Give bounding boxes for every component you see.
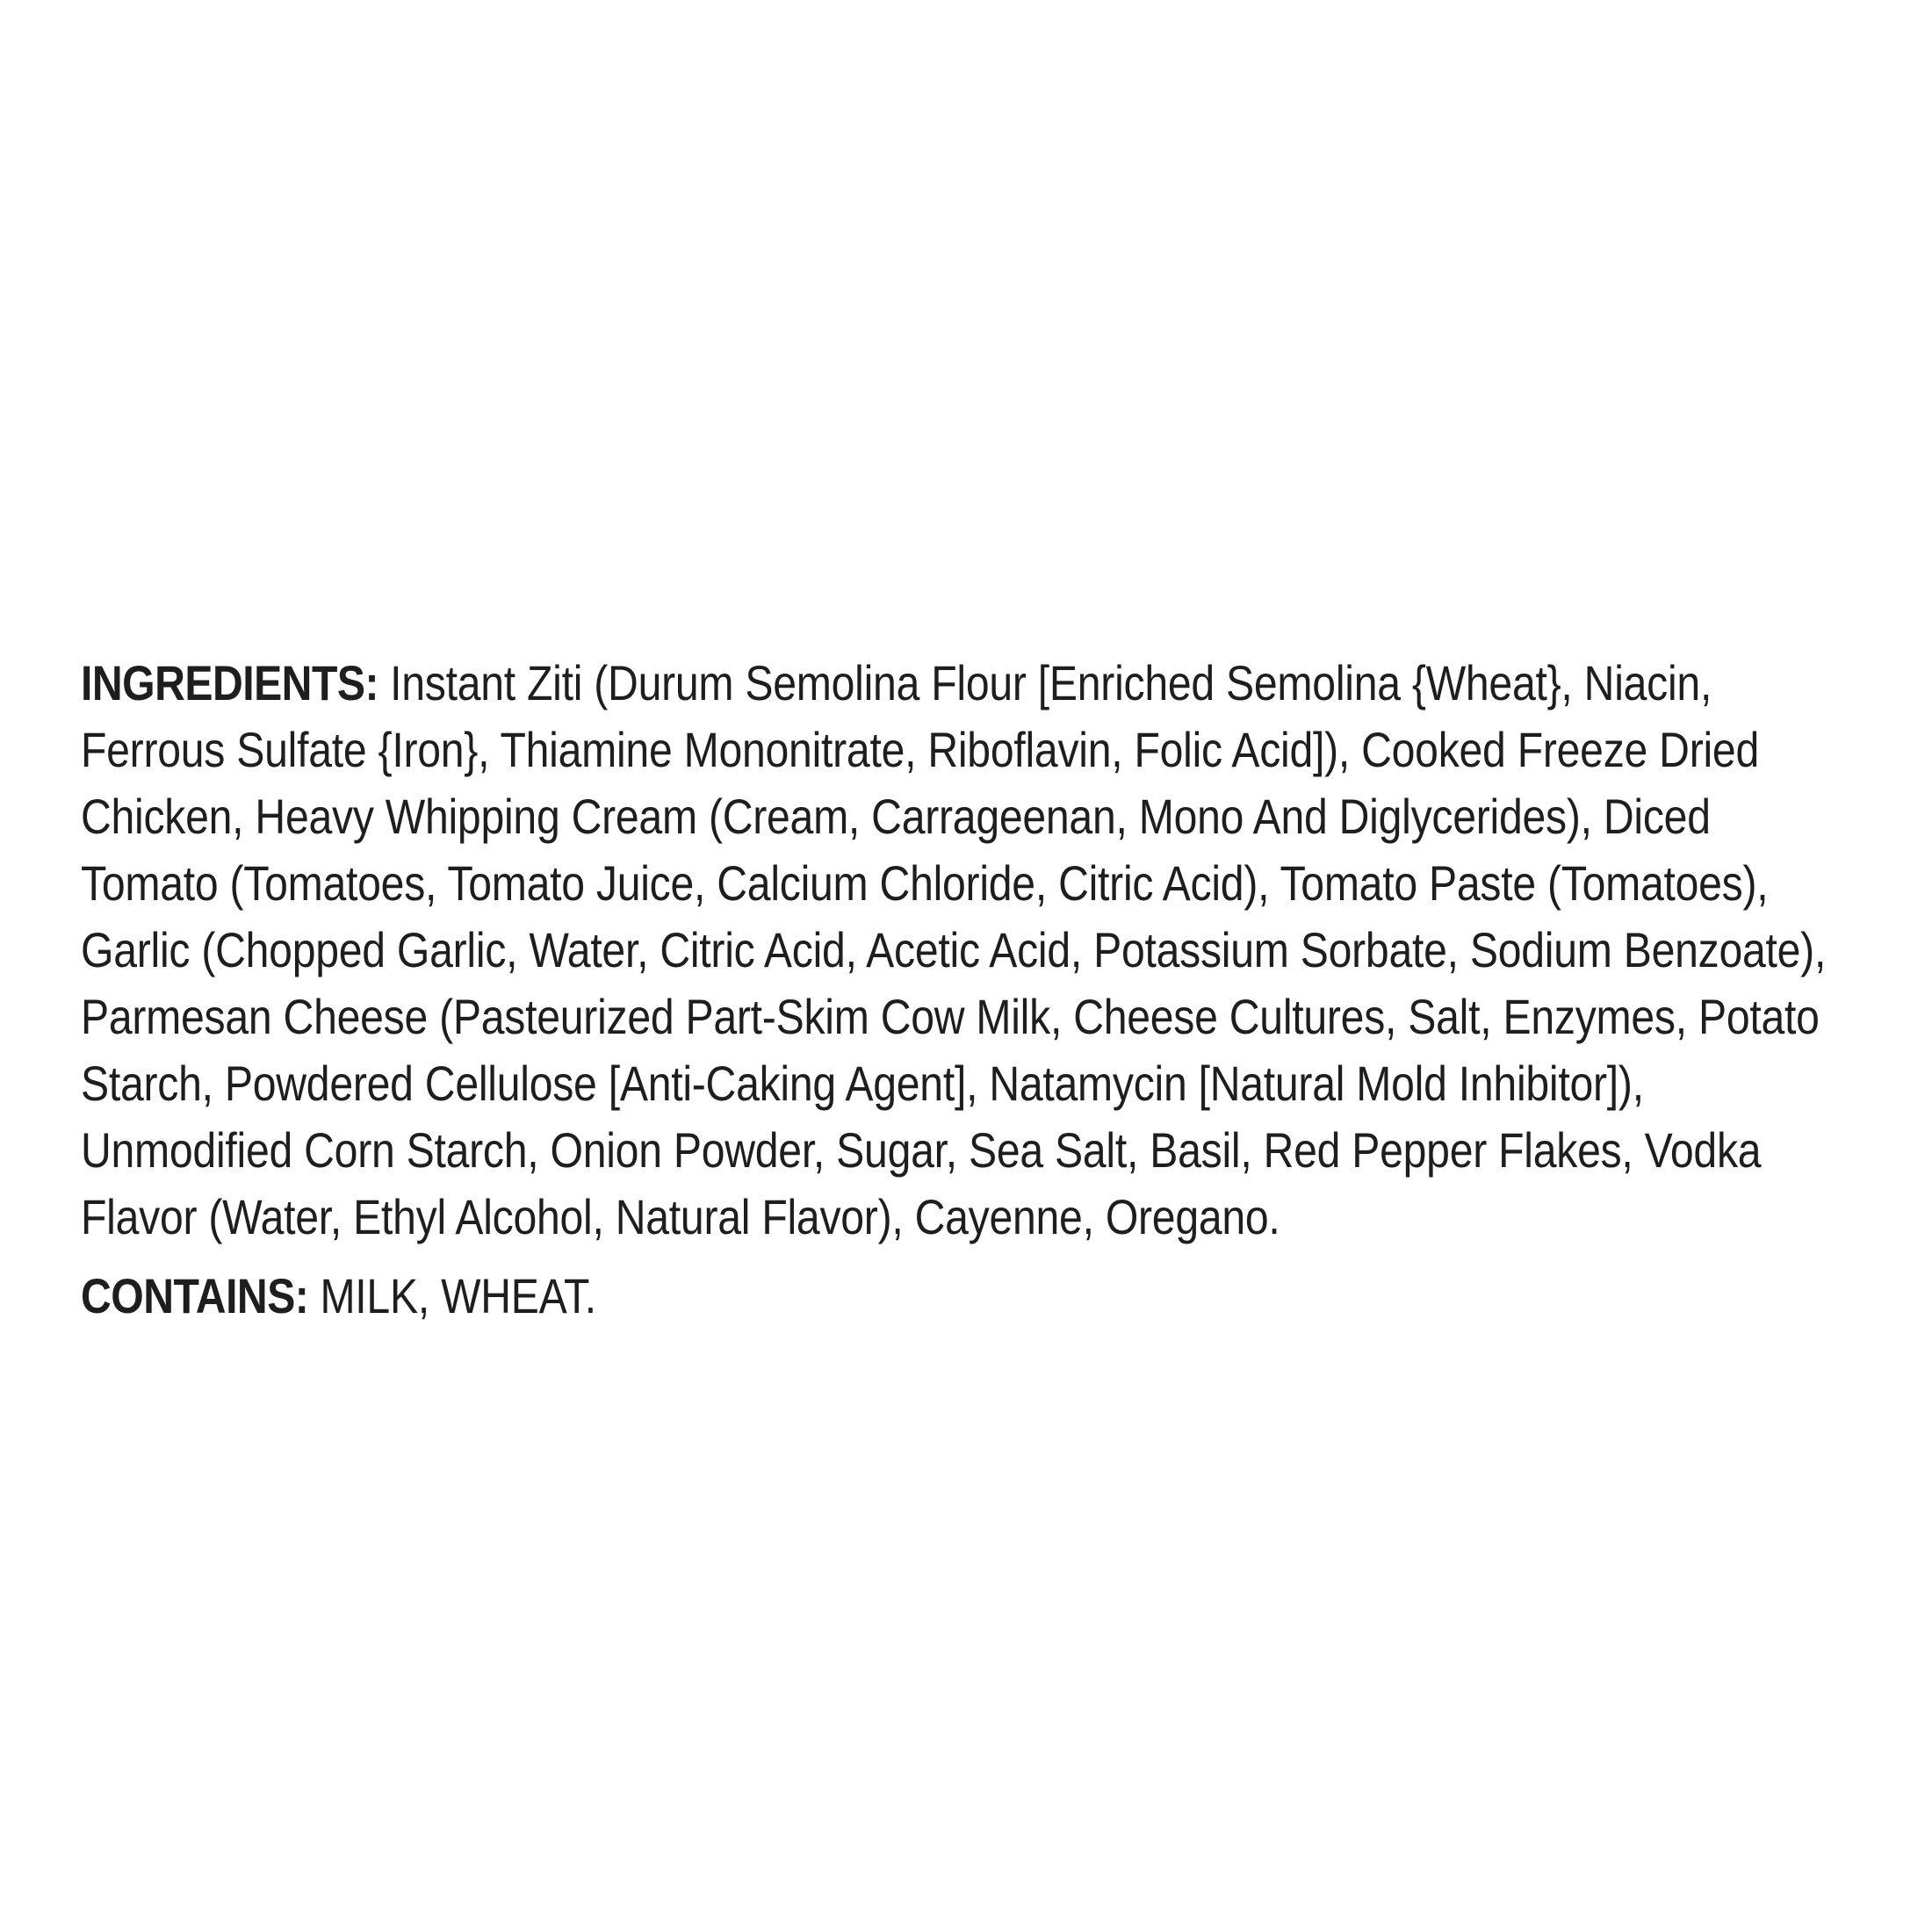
ingredients-line-5: Garlic (Chopped Garlic, Water, Citric Acid, Acetic Acid, Potassium Sorbate, Sodium Benzoate), xyxy=(81,922,1827,977)
ingredients-line-3: Chicken, Heavy Whipping Cream (Cream, Carrageenan, Mono And Diglycerides), Diced xyxy=(81,789,1711,844)
ingredients-line-4: Tomato (Tomatoes, Tomato Juice, Calcium Chloride, Citric Acid), Tomato Paste (Tomatoes), xyxy=(81,855,1769,911)
ingredients-line-6: Parmesan Cheese (Pasteurized Part-Skim Cow Milk, Cheese Cultures, Salt, Enzymes, Potato xyxy=(81,989,1820,1044)
contains-heading: CONTAINS: xyxy=(81,1268,309,1323)
ingredients-statement xyxy=(81,650,1827,1251)
ingredients-line-8: Unmodified Corn Starch, Onion Powder, Sugar, Sea Salt, Basil, Red Pepper Flakes, Vodka xyxy=(81,1122,1762,1178)
allergen-list: MILK, WHEAT. xyxy=(308,1268,596,1323)
ingredients-line-7: Starch, Powdered Cellulose [Anti-Caking Agent], Natamycin [Natural Mold Inhibitor]), xyxy=(81,1056,1644,1111)
ingredients-text: Instant Ziti (Durum Semolina Flour [Enriched Semolina {Wheat}, Niacin, xyxy=(378,655,1712,710)
ingredients-line-1 xyxy=(81,650,1712,717)
ingredients-line-2: Ferrous Sulfate {Iron}, Thiamine Mononitrate, Riboflavin, Folic Acid]), Cooked Freeze Dried xyxy=(81,722,1759,777)
ingredient-label-panel xyxy=(81,650,1827,1330)
ingredients-heading: INGREDIENTS: xyxy=(81,655,378,710)
allergen-statement xyxy=(81,1263,1637,1330)
ingredients-line-9: Flavor (Water, Ethyl Alcohol, Natural Flavor), Cayenne, Oregano. xyxy=(81,1189,1280,1244)
